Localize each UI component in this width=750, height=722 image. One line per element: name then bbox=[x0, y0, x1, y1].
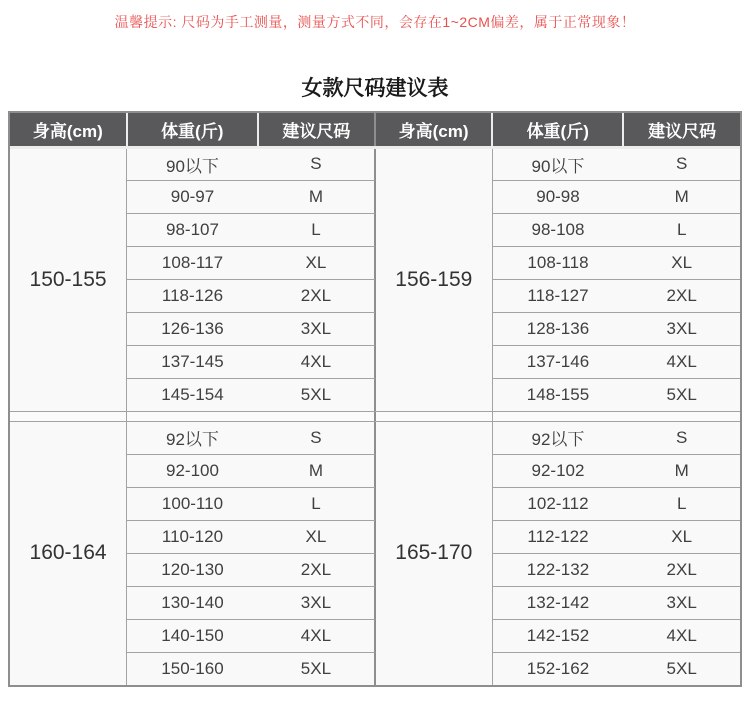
size-cell: L bbox=[258, 213, 375, 246]
size-cell: 4XL bbox=[623, 345, 740, 378]
size-cell: 3XL bbox=[258, 586, 375, 619]
separator-cell bbox=[492, 411, 740, 421]
size-cell: 3XL bbox=[623, 312, 740, 345]
height-range-cell: 156-159 bbox=[376, 147, 493, 411]
height-range-cell: 160-164 bbox=[10, 421, 127, 685]
table-header-row bbox=[376, 113, 741, 147]
size-cell: M bbox=[258, 180, 375, 213]
size-cell: 5XL bbox=[258, 652, 375, 685]
size-cell: 5XL bbox=[258, 378, 375, 411]
table-header-row bbox=[10, 113, 375, 147]
size-cell: M bbox=[258, 454, 375, 487]
column-header-height: 身高(cm) bbox=[376, 113, 493, 147]
size-cell: 3XL bbox=[623, 586, 740, 619]
weight-cell: 92以下 bbox=[492, 421, 623, 454]
weight-cell: 102-112 bbox=[492, 487, 623, 520]
separator-cell bbox=[10, 411, 127, 421]
weight-cell: 92以下 bbox=[127, 421, 258, 454]
weight-cell: 112-122 bbox=[492, 520, 623, 553]
weight-cell: 90-98 bbox=[492, 180, 623, 213]
size-cell: S bbox=[623, 421, 740, 454]
section-separator-row bbox=[10, 411, 375, 421]
size-cell: S bbox=[258, 147, 375, 180]
size-cell: L bbox=[623, 487, 740, 520]
table-row bbox=[376, 147, 741, 180]
size-cell: 2XL bbox=[258, 553, 375, 586]
size-cell: S bbox=[623, 147, 740, 180]
weight-cell: 140-150 bbox=[127, 619, 258, 652]
size-cell: XL bbox=[623, 246, 740, 279]
separator-cell bbox=[376, 411, 493, 421]
weight-cell: 120-130 bbox=[127, 553, 258, 586]
weight-cell: 150-160 bbox=[127, 652, 258, 685]
table-row bbox=[10, 147, 375, 180]
weight-cell: 145-154 bbox=[127, 378, 258, 411]
height-range-cell: 150-155 bbox=[10, 147, 127, 411]
weight-cell: 130-140 bbox=[127, 586, 258, 619]
weight-cell: 92-100 bbox=[127, 454, 258, 487]
weight-cell: 118-127 bbox=[492, 279, 623, 312]
weight-cell: 132-142 bbox=[492, 586, 623, 619]
size-cell: 5XL bbox=[623, 378, 740, 411]
weight-cell: 92-102 bbox=[492, 454, 623, 487]
weight-cell: 142-152 bbox=[492, 619, 623, 652]
weight-cell: 90-97 bbox=[127, 180, 258, 213]
size-chart-title: 女款尺码建议表 bbox=[301, 77, 449, 100]
weight-cell: 137-146 bbox=[492, 345, 623, 378]
weight-cell: 122-132 bbox=[492, 553, 623, 586]
section-separator-row bbox=[376, 411, 741, 421]
size-cell: M bbox=[623, 454, 740, 487]
size-cell: M bbox=[623, 180, 740, 213]
weight-cell: 108-118 bbox=[492, 246, 623, 279]
table-row bbox=[376, 421, 741, 454]
separator-cell bbox=[127, 411, 375, 421]
size-cell: 3XL bbox=[258, 312, 375, 345]
weight-cell: 98-107 bbox=[127, 213, 258, 246]
size-cell: 5XL bbox=[623, 652, 740, 685]
size-cell: XL bbox=[258, 246, 375, 279]
weight-cell: 137-145 bbox=[127, 345, 258, 378]
weight-cell: 90以下 bbox=[492, 147, 623, 180]
size-cell: 2XL bbox=[623, 279, 740, 312]
weight-cell: 98-108 bbox=[492, 213, 623, 246]
size-cell: 2XL bbox=[258, 279, 375, 312]
weight-cell: 100-110 bbox=[127, 487, 258, 520]
weight-cell: 128-136 bbox=[492, 312, 623, 345]
weight-cell: 90以下 bbox=[127, 147, 258, 180]
column-header-height: 身高(cm) bbox=[10, 113, 127, 147]
table-row bbox=[10, 421, 375, 454]
size-cell: 4XL bbox=[258, 619, 375, 652]
size-cell: XL bbox=[623, 520, 740, 553]
column-header-size: 建议尺码 bbox=[623, 113, 740, 147]
size-cell: 2XL bbox=[623, 553, 740, 586]
size-cell: 4XL bbox=[623, 619, 740, 652]
size-cell: L bbox=[623, 213, 740, 246]
size-cell: 4XL bbox=[258, 345, 375, 378]
size-cell: S bbox=[258, 421, 375, 454]
size-table-right-half bbox=[375, 113, 740, 685]
column-header-weight: 体重(斤) bbox=[492, 113, 623, 147]
weight-cell: 118-126 bbox=[127, 279, 258, 312]
weight-cell: 126-136 bbox=[127, 312, 258, 345]
column-header-size: 建议尺码 bbox=[258, 113, 375, 147]
weight-cell: 148-155 bbox=[492, 378, 623, 411]
size-cell: L bbox=[258, 487, 375, 520]
weight-cell: 110-120 bbox=[127, 520, 258, 553]
measurement-notice: 温馨提示: 尺码为手工测量，测量方式不同，会存在1~2CM偏差，属于正常现象！ bbox=[114, 14, 636, 30]
column-header-weight: 体重(斤) bbox=[127, 113, 258, 147]
weight-cell: 152-162 bbox=[492, 652, 623, 685]
size-table-left-half bbox=[10, 113, 375, 685]
size-cell: XL bbox=[258, 520, 375, 553]
height-range-cell: 165-170 bbox=[376, 421, 493, 685]
size-chart-table bbox=[8, 111, 742, 687]
weight-cell: 108-117 bbox=[127, 246, 258, 279]
